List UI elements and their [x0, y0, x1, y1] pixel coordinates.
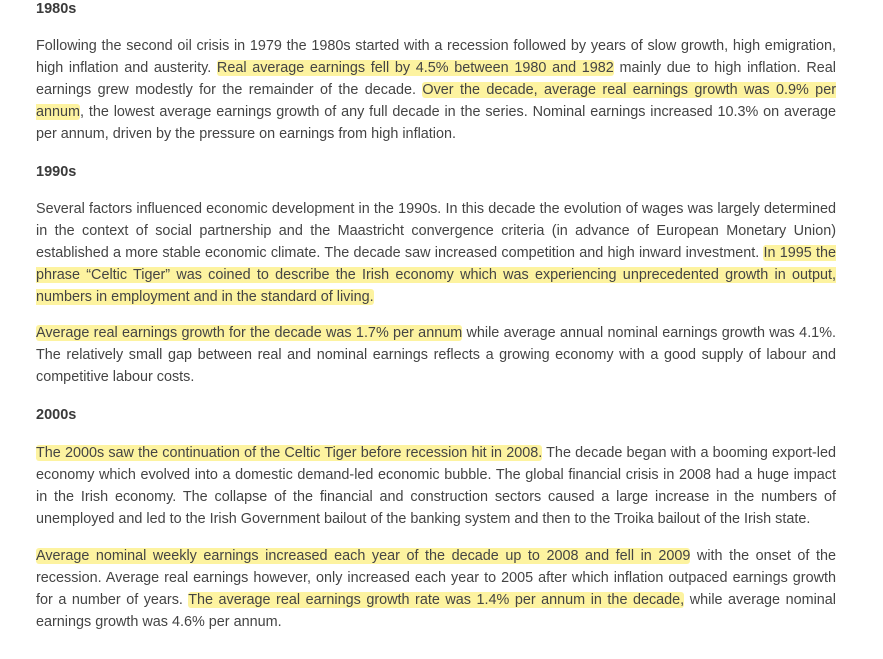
paragraph-2000s-1	[36, 442, 836, 530]
highlighted-text: Real average earnings fell by 4.5% between 1980 and 1982	[216, 60, 614, 76]
section-heading-1990s: 1990s	[36, 164, 77, 180]
highlighted-text: In 1995 the phrase “Celtic Tiger” was coined to describe the Irish economy which was experiencing unprecedented growth in output, numbers in employment and in the standard of living.	[36, 245, 836, 305]
highlighted-text: Average real earnings growth for the decade was 1.7% per annum	[36, 325, 463, 341]
section-heading-1980s: 1980s	[36, 1, 77, 17]
text-run: The decade began with a booming export-led economy which evolved into a domestic demand-led economic bubble. The global financial crisis in 2008 had a huge impact in the Irish economy. The collapse of the financial and construction sectors caused a large increase in the numbers of unemployed and led to the Irish Government bailout of the banking system and then to the Troika bailout of the Irish state.	[36, 445, 836, 527]
highlighted-text: Average nominal weekly earnings increased each year of the decade up to 2008 and fell in 2009	[36, 548, 691, 564]
text-run: Several factors influenced economic development in the 1990s. In this decade the evolution of wages was largely determined in the context of social partnership and the Maastricht convergence criteria (in advance of European Monetary Union) established a more stable economic climate. The decade saw increased competition and high inward investment.	[36, 201, 836, 261]
highlighted-text: The 2000s saw the continuation of the Celtic Tiger before recession hit in 2008.	[36, 445, 543, 461]
text-run: while average annual nominal earnings growth was 4.1%. The relatively small gap between real and nominal earnings reflects a growing economy with a good supply of labour and competitive labour costs.	[36, 325, 836, 385]
text-run: Following the second oil crisis in 1979 the 1980s started with a recession followed by years of slow growth, high emigration, high inflation and austerity.	[36, 38, 836, 76]
paragraph-2000s-2	[36, 545, 836, 633]
document	[36, 0, 836, 633]
text-run: while average nominal earnings growth was 4.6% per annum.	[36, 592, 836, 630]
text-run: , the lowest average earnings growth of any full decade in the series. Nominal earnings increased 10.3% on average per annum, driven by the pressure on earnings from high inflation.	[36, 104, 836, 142]
paragraph-1990s-1	[36, 198, 836, 308]
paragraph-1990s-2	[36, 322, 836, 388]
highlighted-text: Over the decade, average real earnings growth was 0.9% per annum	[36, 82, 836, 120]
text-run: mainly due to high inflation. Real earnings grew modestly for the remainder of the decade.	[36, 60, 836, 98]
text-run: with the onset of the recession. Average real earnings however, only increased each year to 2005 after which inflation outpaced earnings growth for a number of years.	[36, 548, 836, 608]
paragraph-1980s	[36, 35, 836, 145]
highlighted-text: The average real earnings growth rate was 1.4% per annum in the decade,	[188, 592, 685, 608]
section-heading-2000s: 2000s	[36, 407, 77, 423]
